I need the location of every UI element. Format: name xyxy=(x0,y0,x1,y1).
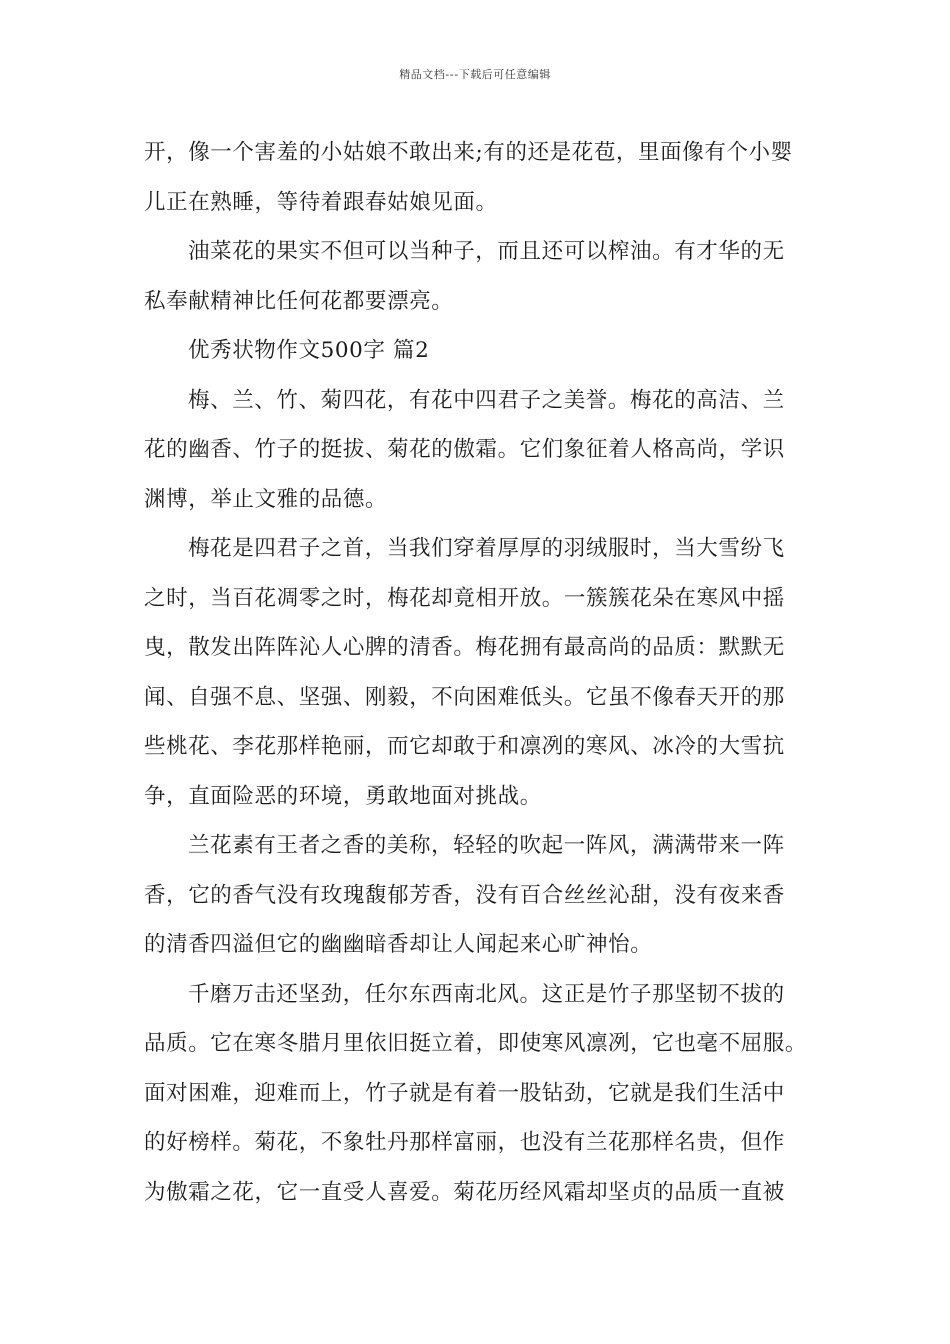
page-header: 精品文档---下载后可任意编辑 xyxy=(399,68,551,81)
text-line: 的好榜样。菊花，不象牡丹那样富丽，也没有兰花那样名贵，但作 xyxy=(144,1130,785,1155)
text-line: 儿正在熟睡，等待着跟春姑娘见面。 xyxy=(144,189,498,215)
text-line: 些桃花、李花那样艳丽，而它却敢于和凛冽的寒风、冰冷的大雪抗 xyxy=(144,734,785,759)
text-line: 花的幽香、竹子的挺拔、菊花的傲霜。它们象征着人格高尚，学识 xyxy=(144,437,785,462)
text-line: 香，它的香气没有玫瑰馥郁芳香，没有百合丝丝沁甜，没有夜来香 xyxy=(144,882,785,908)
text-line: 曳，散发出阵阵沁人心脾的清香。梅花拥有最高尚的品质：默默无 xyxy=(144,635,785,660)
text-line: 闻、自强不息、坚强、刚毅，不向困难低头。它虽不像春天开的那 xyxy=(144,684,785,710)
text-line: 的清香四溢但它的幽幽暗香却让人闻起来心旷神怡。 xyxy=(144,932,653,957)
text-line: 梅花是四君子之首，当我们穿着厚厚的羽绒服时，当大雪纷飞 xyxy=(188,536,785,561)
text-line: 渊博，举止文雅的品德。 xyxy=(144,486,388,512)
text-line: 开，像一个害羞的小姑娘不敢出来;有的还是花苞，里面像有个小婴 xyxy=(144,140,793,165)
text-line: 品质。它在寒冬腊月里依旧挺立着，即使寒风凛冽，它也毫不屈服。 xyxy=(144,1031,808,1056)
text-line: 优秀状物作文500字 篇2 xyxy=(188,338,430,363)
text-line: 争，直面险恶的环境，勇敢地面对挑战。 xyxy=(144,783,542,809)
text-line: 为傲霜之花，它一直受人喜爱。菊花历经风霜却坚贞的品质一直被 xyxy=(144,1179,785,1205)
text-line: 之时，当百花凋零之时，梅花却竟相开放。一簇簇花朵在寒风中摇 xyxy=(144,585,785,611)
text-line: 面对困难，迎难而上，竹子就是有着一股钻劲，它就是我们生活中 xyxy=(144,1080,785,1106)
document-body xyxy=(144,128,820,1217)
text-line: 兰花素有王者之香的美称，轻轻的吹起一阵风，满满带来一阵 xyxy=(188,833,785,858)
text-line: 千磨万击还坚劲，任尔东西南北风。这正是竹子那坚韧不拔的 xyxy=(188,981,785,1007)
text-line: 梅、兰、竹、菊四花，有花中四君子之美誉。梅花的高洁、兰 xyxy=(188,387,785,413)
text-line: 私奉献精神比任何花都要漂亮。 xyxy=(144,288,454,314)
text-line: 油菜花的果实不但可以当种子，而且还可以榨油。有才华的无 xyxy=(188,239,785,264)
